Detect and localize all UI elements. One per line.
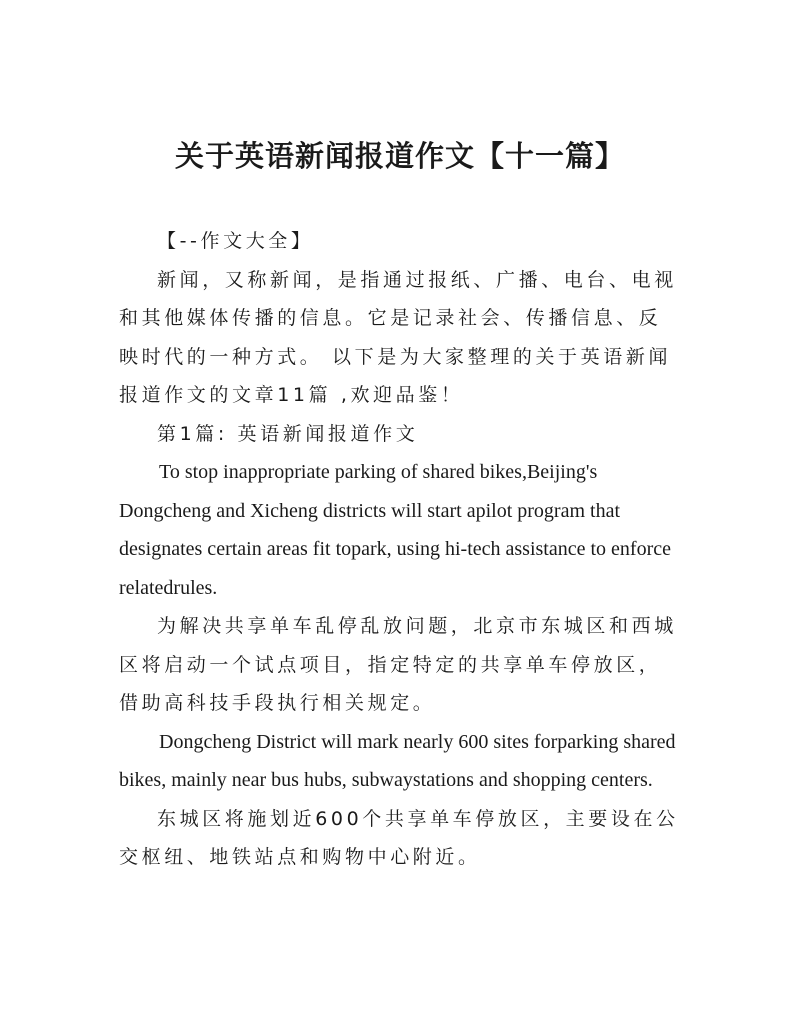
document-body [119, 222, 679, 877]
document-title: 关于英语新闻报道作文【十一篇】 [174, 139, 625, 173]
intro-paragraph: 新闻，又称新闻，是指通过报纸、广播、电台、电视和其他媒体传播的信息。它是记录社会、传播信息、反映时代的一种方式。 以下是为大家整理的关于英语新闻报道作文的文章11篇 ,欢迎品鉴！ [119, 268, 677, 406]
chinese-paragraph-2: 东城区将施划近600个共享单车停放区，主要设在公交枢纽、地铁站点和购物中心附近。 [119, 807, 679, 868]
english-paragraph-2: Dongcheng District will mark nearly 600 sites forparking shared bikes, mainly near bus hubs, subwaystations and shopping centers. [119, 730, 676, 791]
category-tag: 【--作文大全】 [157, 230, 314, 252]
english-paragraph-1: To stop inappropriate parking of shared bikes,Beijing's Dongcheng and Xicheng districts will start apilot program that designates certain areas fit topark, using hi-tech assistance to enforce relatedrules. [119, 461, 672, 599]
chinese-paragraph-1: 为解决共享单车乱停乱放问题，北京市东城区和西城区将启动一个试点项目，指定特定的共享单车停放区，借助高科技手段执行相关规定。 [119, 615, 677, 714]
section-heading: 第1篇: 英语新闻报道作文 [157, 422, 419, 445]
